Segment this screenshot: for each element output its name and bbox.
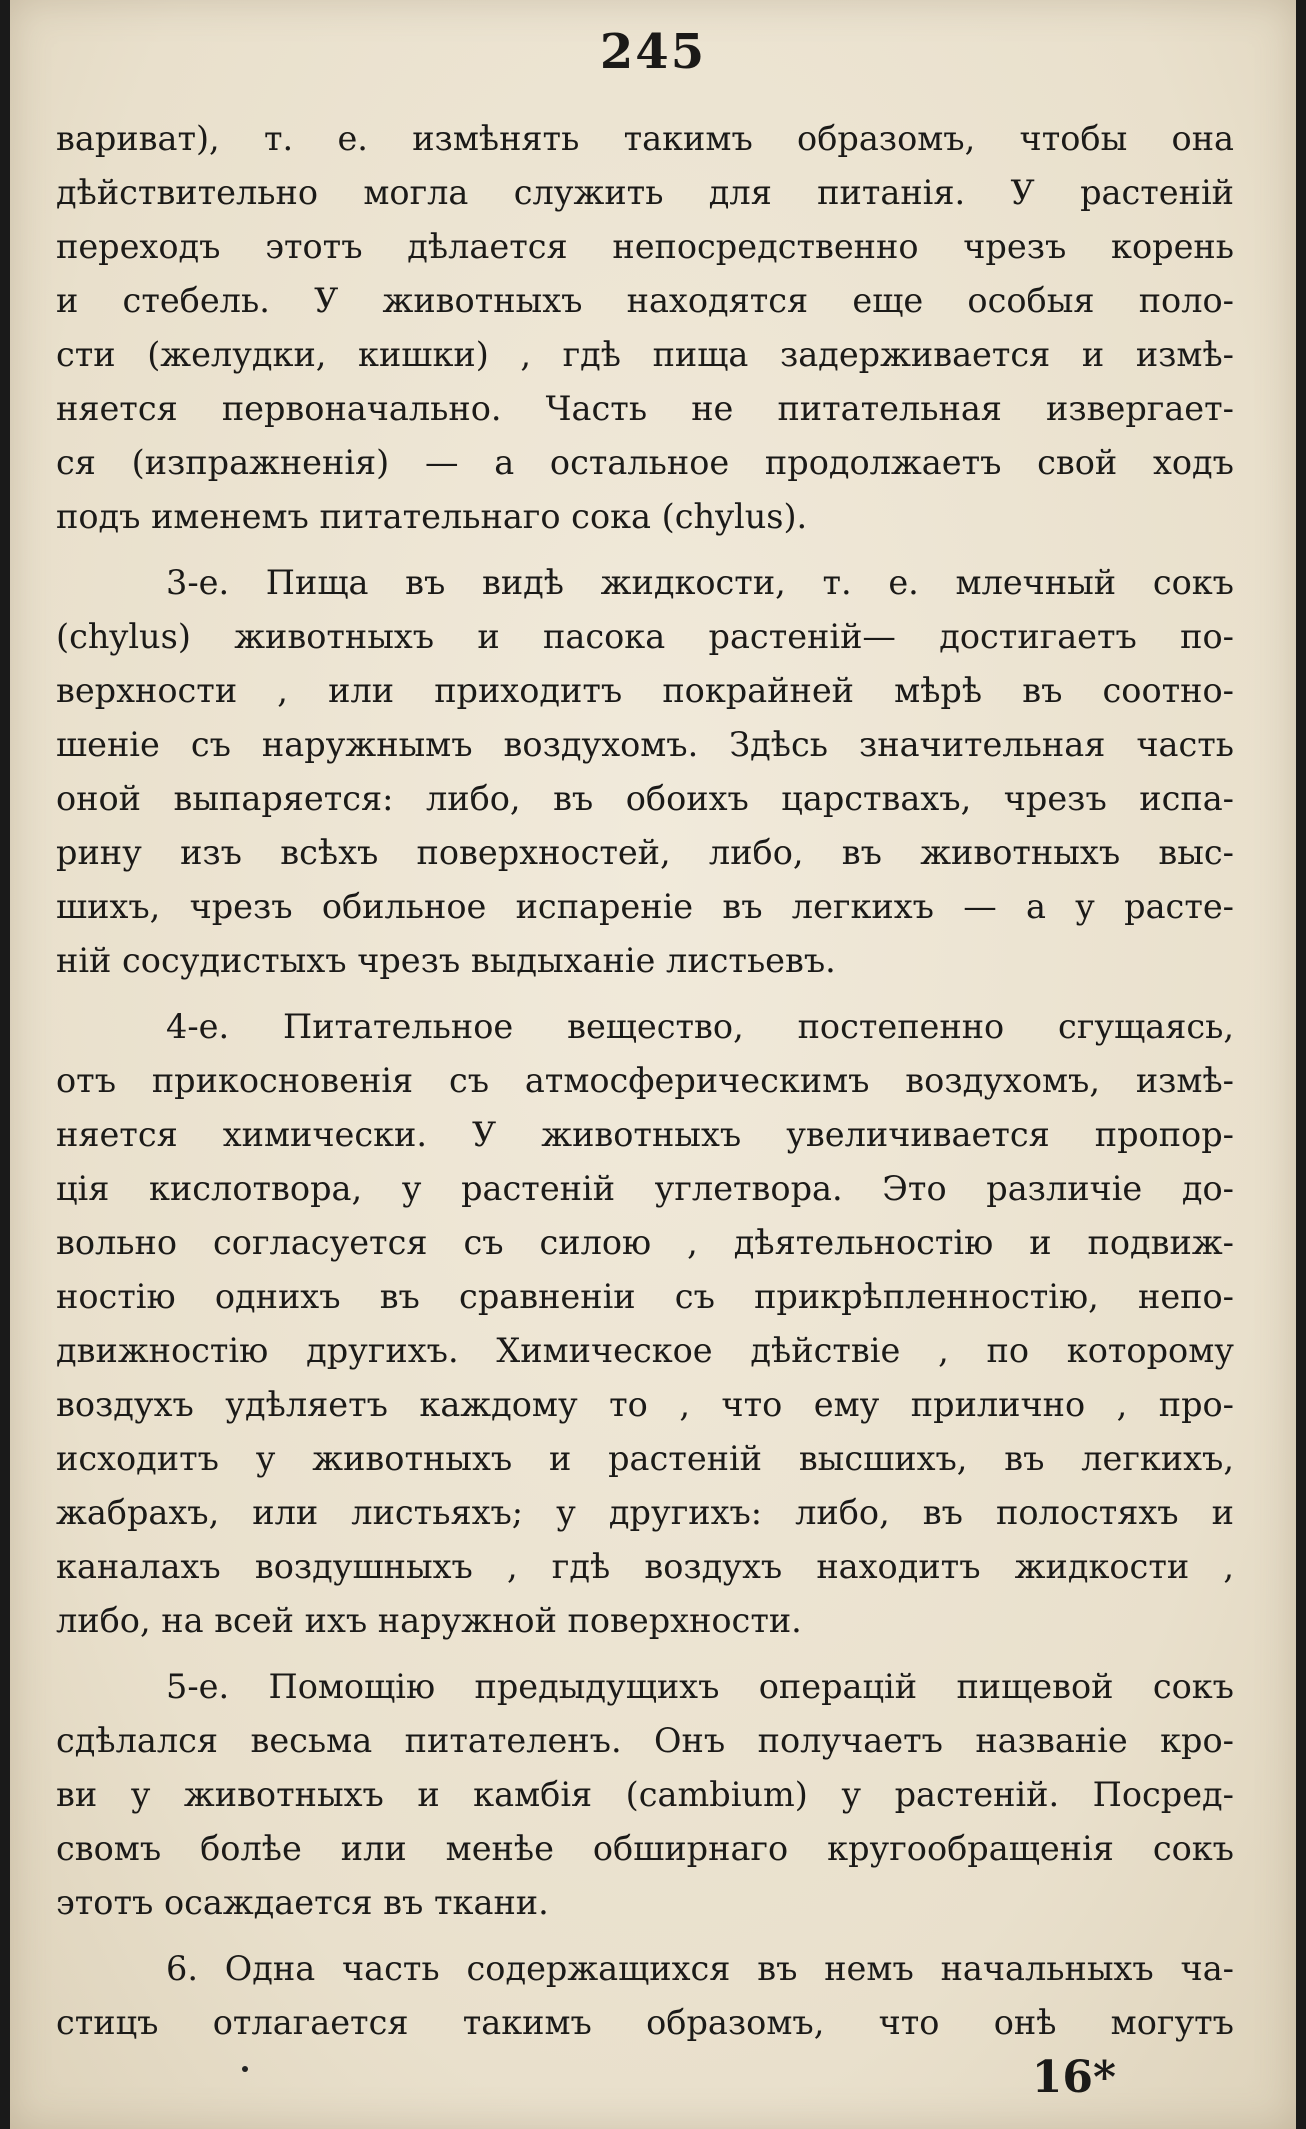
text-line: свомъ болѣе или менѣе обширнаго кругообращенія сокъ <box>56 1829 1234 1868</box>
page-number: 245 <box>599 24 707 80</box>
signature-mark: 16* <box>1031 2052 1116 2103</box>
text-line: движностію другихъ. Химическое дѣйствіе , по которому <box>56 1331 1234 1370</box>
book-page <box>10 0 1296 2129</box>
text-line: верхности , или приходитъ покрайней мѣрѣ въ соотно- <box>56 671 1234 710</box>
text-line: стицъ отлагается такимъ образомъ, что онѣ могутъ <box>56 2003 1234 2042</box>
text-line: воздухъ удѣляетъ каждому то , что ему прилично , про- <box>56 1385 1234 1424</box>
text-line: переходъ этотъ дѣлается непосредственно чрезъ корень <box>56 227 1234 266</box>
text-line: исходитъ у животныхъ и растеній высшихъ, въ легкихъ, <box>56 1439 1234 1478</box>
text-line: вариват), т. е. измѣнять такимъ образомъ, чтобы она <box>56 119 1234 158</box>
text-line: сти (желудки, кишки) , гдѣ пища задерживается и измѣ- <box>56 335 1234 374</box>
text-line: и стебель. У животныхъ находятся еще особыя поло- <box>56 281 1234 320</box>
paragraph-5 <box>56 1942 1234 2050</box>
text-line: этотъ осаждается въ ткани. <box>56 1883 549 1922</box>
text-line: ся (изпражненія) — а остальное продолжаетъ свой ходъ <box>56 443 1234 482</box>
text-line: сдѣлался весьма питателенъ. Онъ получаетъ названіе кро- <box>56 1721 1234 1760</box>
text-line: 3-е. Пища въ видѣ жидкости, т. е. млечный сокъ <box>166 563 1234 602</box>
body-text <box>56 112 1234 2050</box>
text-line: шеніе съ наружнымъ воздухомъ. Здѣсь значительная часть <box>56 725 1234 764</box>
text-line: дѣйствительно могла служить для питанія. У растеній <box>56 173 1234 212</box>
text-line: либо, на всей ихъ наружной поверхности. <box>56 1601 802 1640</box>
text-line: няется химически. У животныхъ увеличивается пропор- <box>56 1115 1234 1154</box>
text-line: жабрахъ, или листьяхъ; у другихъ: либо, въ полостяхъ и <box>56 1493 1234 1532</box>
text-line: ностію однихъ въ сравненіи съ прикрѣпленностію, непо- <box>56 1277 1234 1316</box>
paragraph-2 <box>56 556 1234 988</box>
paragraph-3 <box>56 1000 1234 1648</box>
text-line: отъ прикосновенія съ атмосферическимъ воздухомъ, измѣ- <box>56 1061 1234 1100</box>
paragraph-4 <box>56 1660 1234 1930</box>
print-speck <box>242 2066 248 2072</box>
text-line: (chylus) животныхъ и пасока растеній— достигаетъ по- <box>56 617 1234 656</box>
text-line: ній сосудистыхъ чрезъ выдыханіе листьевъ. <box>56 941 836 980</box>
text-line: оной выпаряется: либо, въ обоихъ царствахъ, чрезъ испа- <box>56 779 1234 818</box>
paragraph-1 <box>56 112 1234 544</box>
text-line: 5-е. Помощію предыдущихъ операцій пищевой сокъ <box>166 1667 1234 1706</box>
text-line: 6. Одна часть содержащихся въ немъ начальныхъ ча- <box>166 1949 1234 1988</box>
text-line: ція кислотвора, у растеній углетвора. Это различіе до- <box>56 1169 1234 1208</box>
text-line: няется первоначально. Часть не питательная извергает- <box>56 389 1234 428</box>
text-line: вольно согласуется съ силою , дѣятельностію и подвиж- <box>56 1223 1234 1262</box>
text-line: каналахъ воздушныхъ , гдѣ воздухъ находитъ жидкости , <box>56 1547 1234 1586</box>
text-line: 4-е. Питательное вещество, постепенно сгущаясь, <box>166 1007 1234 1046</box>
text-line: ви у животныхъ и камбія (cambium) у растеній. Посред- <box>56 1775 1234 1814</box>
text-line: шихъ, чрезъ обильное испареніе въ легкихъ — а у расте- <box>56 887 1234 926</box>
text-line: подъ именемъ питательнаго сока (chylus). <box>56 497 808 536</box>
text-line: рину изъ всѣхъ поверхностей, либо, въ животныхъ выс- <box>56 833 1234 872</box>
